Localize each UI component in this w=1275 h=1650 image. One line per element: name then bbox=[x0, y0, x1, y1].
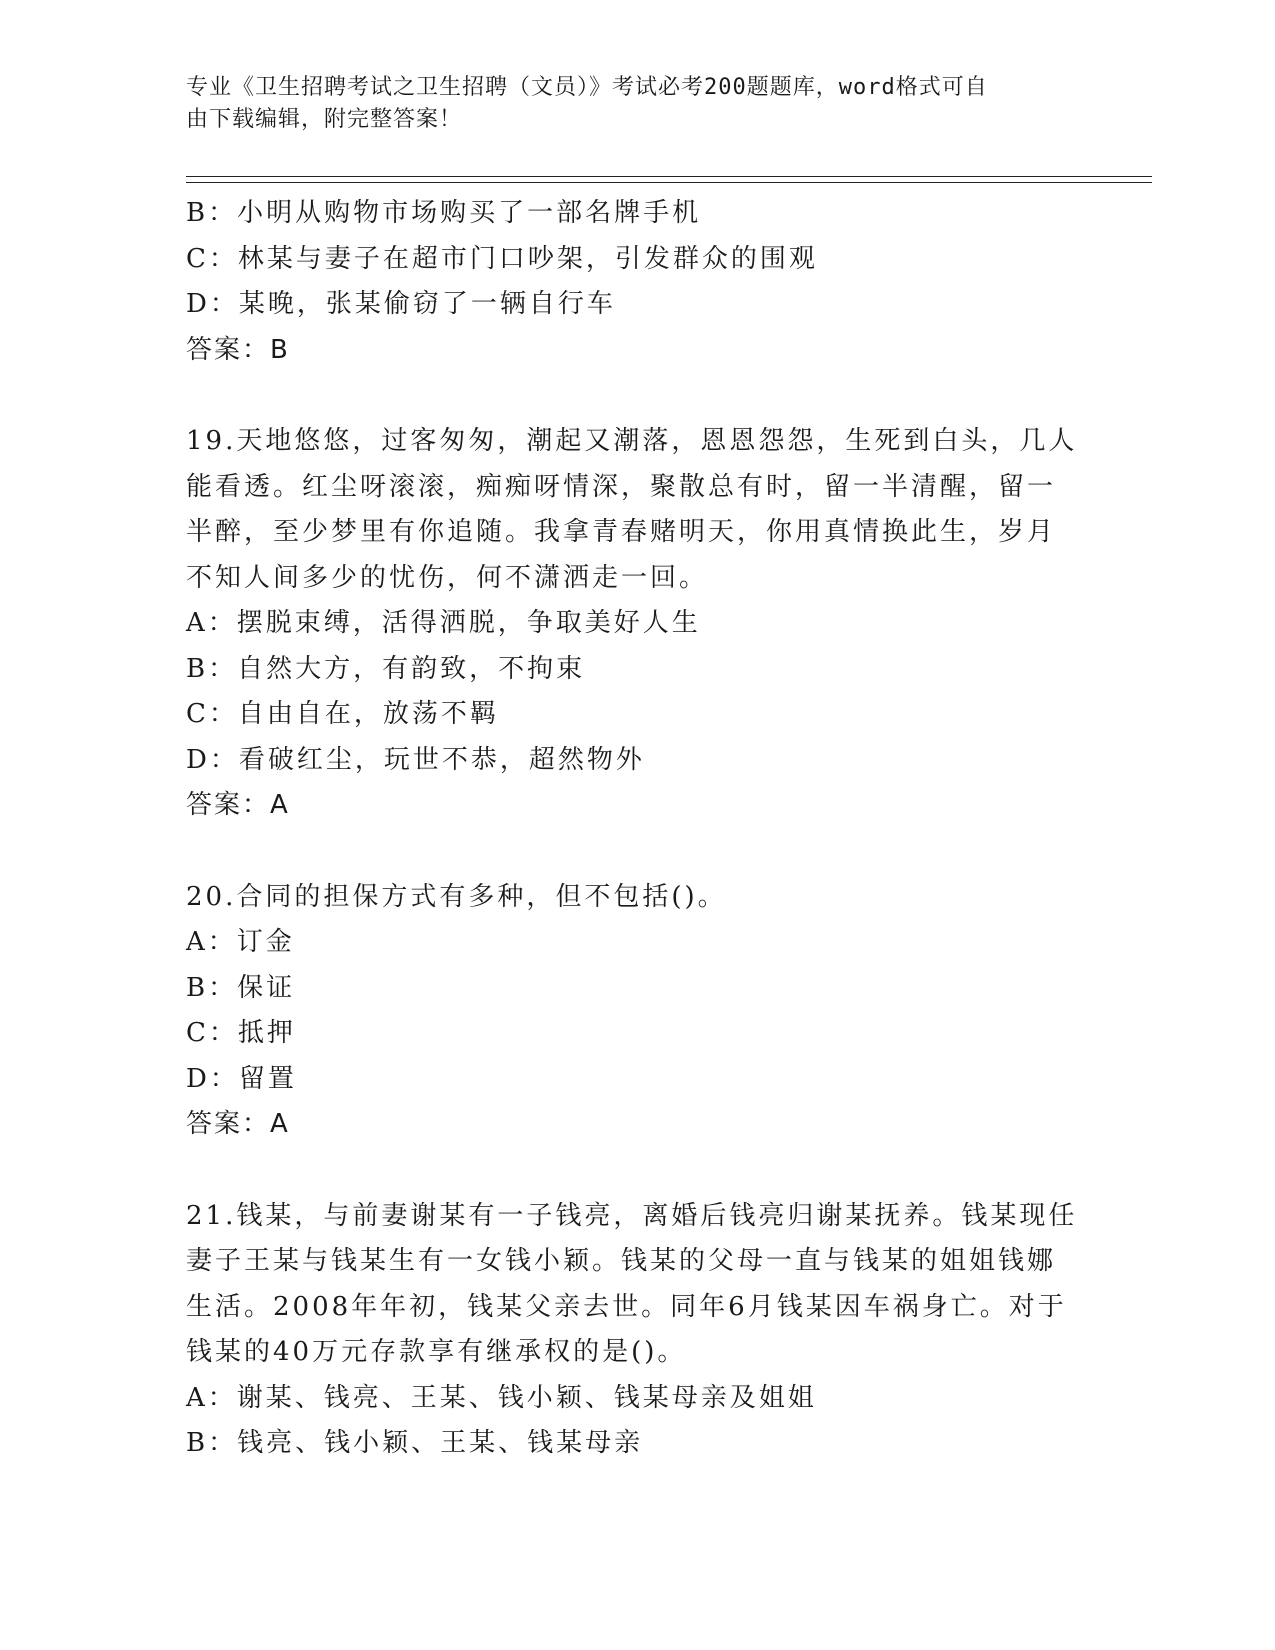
question-18 bbox=[186, 191, 1066, 373]
answer-label: 答案：A bbox=[186, 790, 290, 820]
question-19 bbox=[186, 419, 1078, 829]
option-b: B：小明从购物市场购买了一部名牌手机 bbox=[186, 198, 702, 228]
header-divider-top bbox=[186, 176, 1152, 177]
header-divider-bottom bbox=[186, 182, 1152, 183]
option-b: B：钱亮、钱小颖、王某、钱某母亲 bbox=[186, 1428, 644, 1458]
spacer bbox=[186, 373, 1066, 419]
question-21 bbox=[186, 1194, 1078, 1467]
question-text-line: 生活。2008年年初，钱某父亲去世。同年6月钱某因车祸身亡。对于 bbox=[186, 1291, 1067, 1322]
option-c: C：自由自在，放荡不羁 bbox=[186, 699, 499, 729]
option-a: A：摆脱束缚，活得洒脱，争取美好人生 bbox=[186, 608, 701, 638]
question-text-line: 19.天地悠悠，过客匆匆，潮起又潮落，恩恩怨怨，生死到白头，几人 bbox=[186, 426, 1078, 456]
question-content bbox=[186, 191, 1078, 1467]
spacer bbox=[186, 829, 1066, 875]
question-20 bbox=[186, 875, 1066, 1148]
document-header bbox=[186, 72, 1066, 136]
option-a: A：谢某、钱亮、王某、钱小颖、钱某母亲及姐姐 bbox=[186, 1382, 817, 1413]
answer-label: 答案：A bbox=[186, 1109, 290, 1139]
header-line-1: 专业《卫生招聘考试之卫生招聘（文员）》考试必考200题题库，word格式可自 bbox=[186, 75, 988, 100]
header-line-2: 由下载编辑，附完整答案！ bbox=[186, 107, 463, 132]
question-text-line: 不知人间多少的忧伤，何不潇洒走一回。 bbox=[186, 562, 709, 593]
option-d: D：某晚，张某偷窃了一辆自行车 bbox=[186, 289, 616, 319]
option-d: D：看破红尘，玩世不恭，超然物外 bbox=[186, 744, 645, 775]
option-c: C：林某与妻子在超市门口吵架，引发群众的围观 bbox=[186, 243, 818, 274]
question-text-line: 20.合同的担保方式有多种，但不包括()。 bbox=[186, 881, 727, 912]
question-text-line: 妻子王某与钱某生有一女钱小颖。钱某的父母一直与钱某的姐姐钱娜 bbox=[186, 1246, 1057, 1276]
answer-label: 答案：B bbox=[186, 334, 290, 365]
question-text-line: 21.钱某，与前妻谢某有一子钱亮，离婚后钱亮归谢某抚养。钱某现任 bbox=[186, 1200, 1078, 1231]
spacer bbox=[186, 1148, 1066, 1194]
question-text-line: 半醉，至少梦里有你追随。我拿青春赌明天，你用真情换此生，岁月 bbox=[186, 517, 1057, 547]
question-text-line: 能看透。红尘呀滚滚，痴痴呀情深，聚散总有时，留一半清醒，留一 bbox=[186, 471, 1057, 502]
option-b: B：自然大方，有韵致，不拘束 bbox=[186, 653, 586, 684]
option-b: B：保证 bbox=[186, 972, 296, 1003]
option-a: A：订金 bbox=[186, 927, 295, 957]
option-c: C：抵押 bbox=[186, 1018, 296, 1048]
question-text-line: 钱某的40万元存款享有继承权的是()。 bbox=[186, 1337, 687, 1367]
option-d: D：留置 bbox=[186, 1063, 297, 1094]
